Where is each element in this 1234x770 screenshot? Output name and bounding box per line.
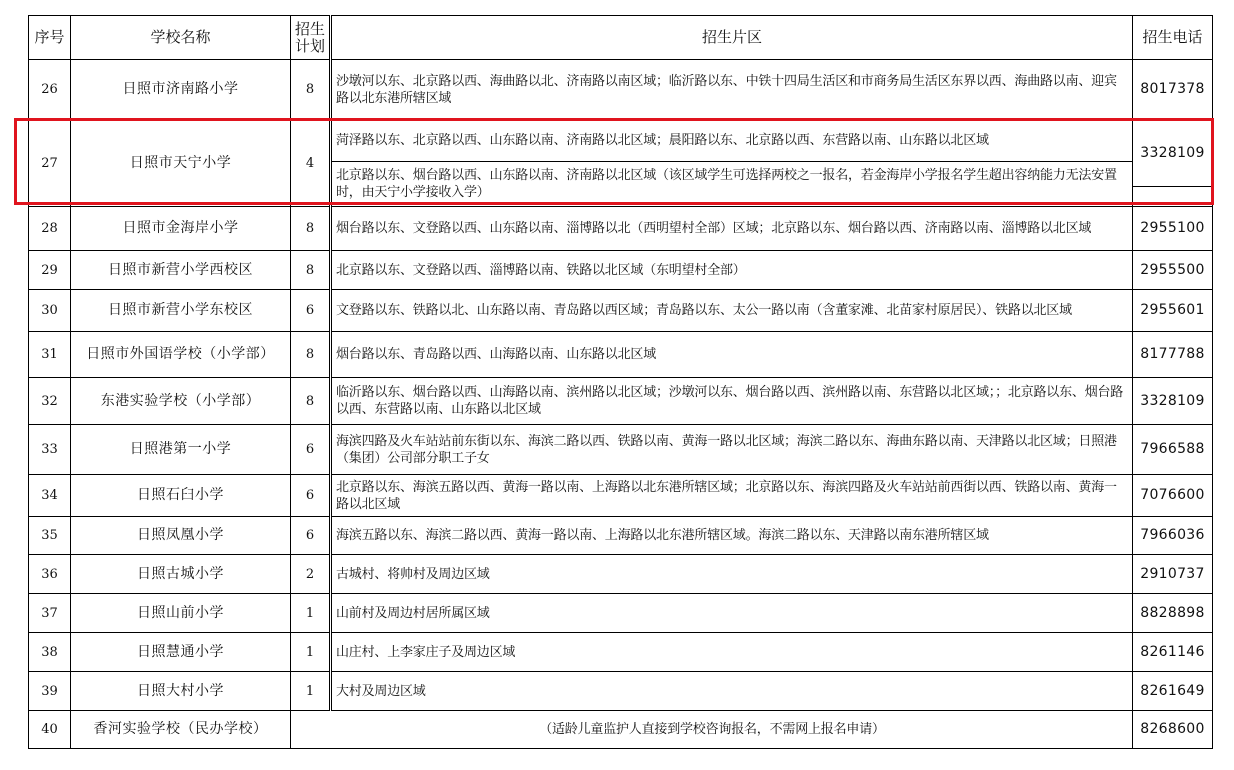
row-school: 日照石臼小学 (71, 475, 291, 517)
row-area: 烟台路以东、青岛路以西、山海路以南、山东路以北区域 (331, 332, 1133, 378)
row-index: 35 (29, 517, 71, 555)
row-school: 日照市新营小学东校区 (71, 290, 291, 332)
row-school: 东港实验学校（小学部） (71, 378, 291, 425)
row-index: 26 (29, 60, 71, 120)
row-school: 日照市金海岸小学 (71, 207, 291, 251)
row-plan: 6 (291, 517, 331, 555)
row-school: 日照慧通小学 (71, 633, 291, 672)
table-row (29, 475, 1213, 517)
row-phone: 2955100 (1133, 207, 1213, 251)
row-index: 39 (29, 672, 71, 711)
row-plan: 1 (291, 594, 331, 633)
table-row (29, 672, 1213, 711)
row-index: 29 (29, 251, 71, 290)
table-row (29, 711, 1213, 749)
row-school: 日照凤凰小学 (71, 517, 291, 555)
row-index: 28 (29, 207, 71, 251)
table-row (29, 207, 1213, 251)
row-plan: 8 (291, 207, 331, 251)
row-phone: 2955601 (1133, 290, 1213, 332)
table-row (29, 425, 1213, 475)
header-area: 招生片区 (331, 16, 1133, 60)
row-plan: 8 (291, 60, 331, 120)
row-phone: 8268600 (1133, 711, 1213, 749)
row-index: 33 (29, 425, 71, 475)
row-phone: 8261649 (1133, 672, 1213, 711)
row-index: 32 (29, 378, 71, 425)
row-area: 海滨四路及火车站站前东街以东、海滨二路以西、铁路以南、黄海一路以北区域；海滨二路以东、海曲东路以南、天津路以北区域；日照港（集团）公司部分职工子女 (331, 425, 1133, 475)
row-area: 北京路以东、文登路以西、淄博路以南、铁路以北区域（东明望村全部） (331, 251, 1133, 290)
row-plan: 6 (291, 425, 331, 475)
row-index: 40 (29, 711, 71, 749)
row-school: 日照市新营小学西校区 (71, 251, 291, 290)
row-phone: 8177788 (1133, 332, 1213, 378)
row-plan: 6 (291, 475, 331, 517)
row-school: 日照古城小学 (71, 555, 291, 594)
row-index: 37 (29, 594, 71, 633)
row-area: 山前村及周边村居所属区域 (331, 594, 1133, 633)
row-plan: 6 (291, 290, 331, 332)
row-school: 日照市济南路小学 (71, 60, 291, 120)
row-school: 日照山前小学 (71, 594, 291, 633)
row-phone-blank (1133, 187, 1213, 207)
row-phone: 8261146 (1133, 633, 1213, 672)
row-area: 北京路以东、海滨五路以西、黄海一路以南、上海路以北东港所辖区域；北京路以东、海滨四路及火车站站前西街以西、铁路以南、黄海一路以北区域 (331, 475, 1133, 517)
table-row (29, 332, 1213, 378)
row-index: 38 (29, 633, 71, 672)
row-area: 大村及周边区域 (331, 672, 1133, 711)
row-plan: 8 (291, 332, 331, 378)
row-plan: 4 (291, 120, 331, 207)
table-row (29, 60, 1213, 120)
row-area: 菏泽路以东、北京路以西、山东路以南、济南路以北区域；晨阳路以东、北京路以西、东营路以南、山东路以北区域 (331, 120, 1133, 162)
row-index: 27 (29, 120, 71, 207)
header-row (29, 16, 1213, 60)
header-plan-line2: 计划 (294, 36, 325, 55)
header-phone: 招生电话 (1133, 16, 1213, 60)
row-phone: 7966036 (1133, 517, 1213, 555)
row-area: 沙墩河以东、北京路以西、海曲路以北、济南路以南区域；临沂路以东、中铁十四局生活区和市商务局生活区东界以西、海曲路以南、迎宾路以北东港所辖区域 (331, 60, 1133, 120)
row-index: 31 (29, 332, 71, 378)
table-row (29, 517, 1213, 555)
row-school: 日照市天宁小学 (71, 120, 291, 207)
row-plan: 8 (291, 251, 331, 290)
row-phone: 8017378 (1133, 60, 1213, 120)
enrollment-table (28, 15, 1213, 749)
table-row (29, 378, 1213, 425)
row-area: 山庄村、上李家庄子及周边区域 (331, 633, 1133, 672)
header-school: 学校名称 (71, 16, 291, 60)
row-phone: 8828898 (1133, 594, 1213, 633)
header-plan-line1: 招生 (294, 19, 325, 38)
row-phone: 2910737 (1133, 555, 1213, 594)
row-phone: 7966588 (1133, 425, 1213, 475)
row-school: 日照港第一小学 (71, 425, 291, 475)
row-school: 香河实验学校（民办学校） (71, 711, 291, 749)
row-school: 日照大村小学 (71, 672, 291, 711)
header-plan (291, 16, 331, 60)
row-phone: 2955500 (1133, 251, 1213, 290)
row-area: 海滨五路以东、海滨二路以西、黄海一路以南、上海路以北东港所辖区域。海滨二路以东、天津路以南东港所辖区域 (331, 517, 1133, 555)
row-phone: 7076600 (1133, 475, 1213, 517)
table-row (29, 594, 1213, 633)
row-area-note: （适龄儿童监护人直接到学校咨询报名，不需网上报名申请） (291, 711, 1133, 749)
table-row (29, 251, 1213, 290)
row-area: 古城村、将帅村及周边区域 (331, 555, 1133, 594)
table-row (29, 120, 1213, 162)
row-area: 文登路以东、铁路以北、山东路以南、青岛路以西区域；青岛路以东、太公一路以南（含董家滩、北苗家村原居民）、铁路以北区域 (331, 290, 1133, 332)
row-index: 30 (29, 290, 71, 332)
table-row (29, 555, 1213, 594)
row-area-shared: 北京路以东、烟台路以西、山东路以南、济南路以北区域（该区域学生可选择两校之一报名，若金海岸小学报名学生超出容纳能力无法安置时，由天宁小学接收入学） (331, 162, 1133, 207)
row-plan: 1 (291, 672, 331, 711)
row-plan: 1 (291, 633, 331, 672)
row-index: 34 (29, 475, 71, 517)
header-index: 序号 (29, 16, 71, 60)
row-area: 烟台路以东、文登路以西、山东路以南、淄博路以北（西明望村全部）区域；北京路以东、烟台路以西、济南路以南、淄博路以北区域 (331, 207, 1133, 251)
table-row (29, 290, 1213, 332)
row-school: 日照市外国语学校（小学部） (71, 332, 291, 378)
row-area: 临沂路以东、烟台路以西、山海路以南、滨州路以北区域；沙墩河以东、烟台路以西、滨州路以南、东营路以北区域；；北京路以东、烟台路以西、东营路以南、山东路以北区域 (331, 378, 1133, 425)
row-phone: 3328109 (1133, 120, 1213, 187)
row-plan: 8 (291, 378, 331, 425)
row-index: 36 (29, 555, 71, 594)
row-plan: 2 (291, 555, 331, 594)
row-phone: 3328109 (1133, 378, 1213, 425)
table-row (29, 633, 1213, 672)
